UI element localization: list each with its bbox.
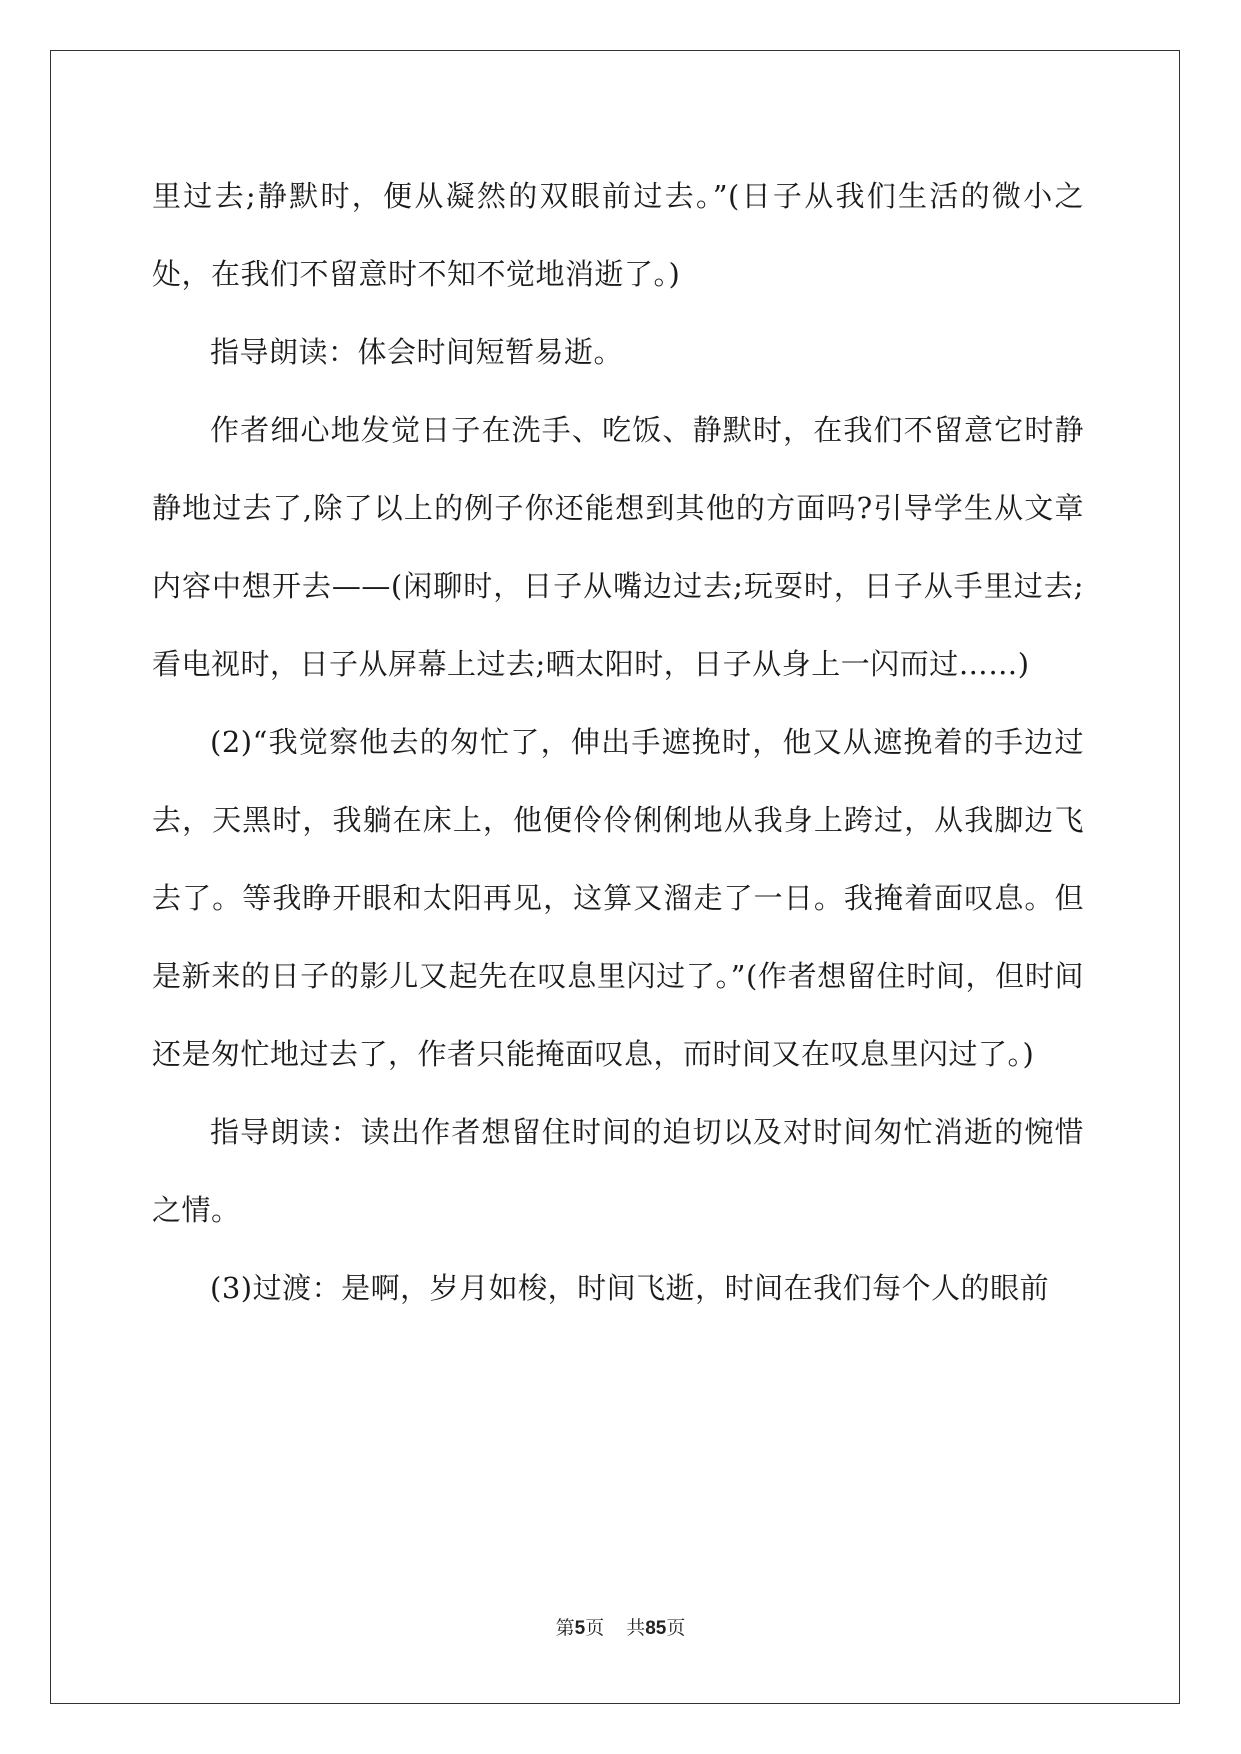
page-footer	[0, 1613, 1241, 1640]
footer-total-suffix: 页	[666, 1617, 686, 1639]
paragraph-reading-guide-1: 指导朗读：体会时间短暂易逝。	[210, 335, 624, 369]
paragraph-discussion: 作者细心地发觉日子在洗手、吃饭、静默时，在我们不留意它时静静地过去了,除了以上的例子你还能想到其他的方面吗?引导学生从文章内容中想开去——(闲聊时，日子从嘴边过去;玩耍时，日子从手里过去;看电视时，日子从屏幕上过去;晒太阳时，日子从身上一闪而过……)	[152, 413, 1084, 681]
page-number: 5	[574, 1618, 586, 1639]
footer-page-suffix: 页	[585, 1617, 605, 1639]
paragraph-quote-2: (2)“我觉察他去的匆忙了，伸出手遮挽时，他又从遮挽着的手边过去，天黑时，我躺在床上，他便伶伶俐俐地从我身上跨过，从我脚边飞去了。等我睁开眼和太阳再见，这算又溜走了一日。我掩着面叹息。但是新来的日子的影儿又起先在叹息里闪过了。”(作者想留住时间，但时间还是匆忙地过去了，作者只能掩面叹息，而时间又在叹息里闪过了。)	[152, 725, 1084, 1071]
document-body	[152, 157, 1084, 1327]
paragraph-transition-3: (3)过渡：是啊，岁月如梭，时间飞逝，时间在我们每个人的眼前	[210, 1271, 1050, 1305]
paragraph-reading-guide-2: 指导朗读：读出作者想留住时间的迫切以及对时间匆忙消逝的惋惜之情。	[152, 1115, 1084, 1227]
paragraph-continuation: 里过去;静默时，便从凝然的双眼前过去。”(日子从我们生活的微小之处，在我们不留意时不知不觉地消逝了。)	[152, 179, 1084, 291]
total-pages: 85	[645, 1618, 667, 1639]
footer-prefix: 第	[555, 1617, 575, 1639]
footer-total-prefix: 共	[626, 1617, 646, 1639]
